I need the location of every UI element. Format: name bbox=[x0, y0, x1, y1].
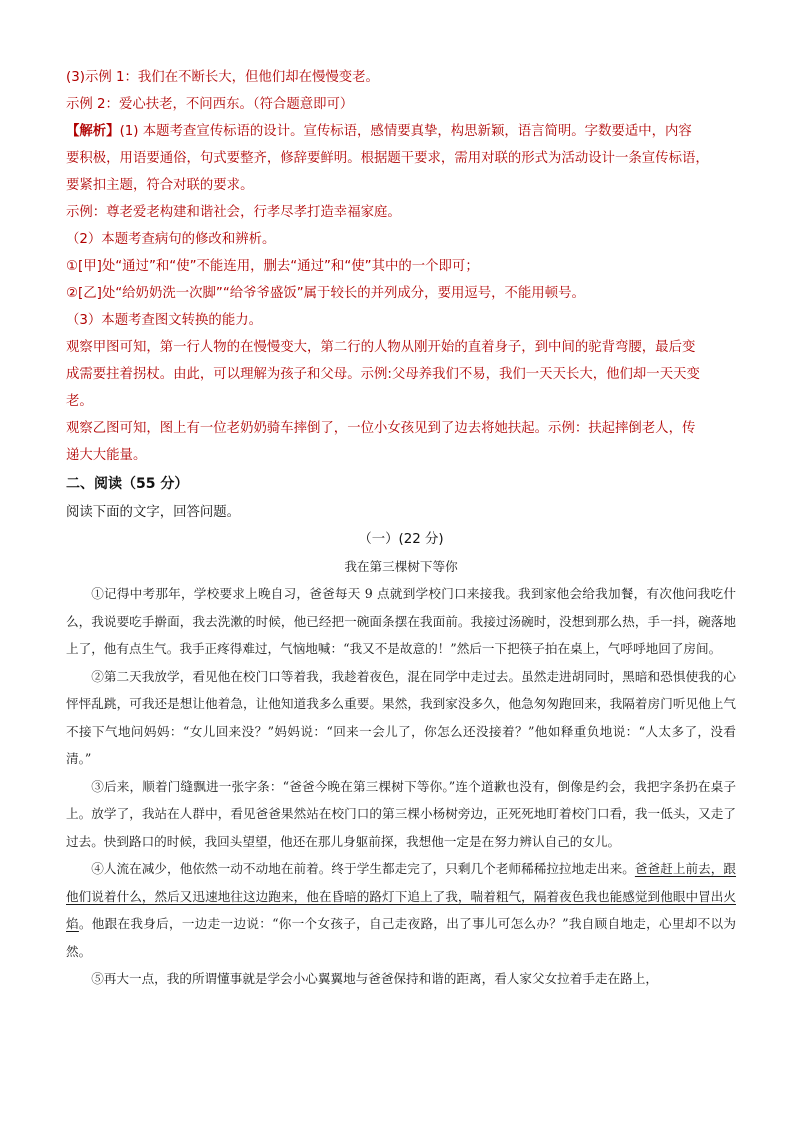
analysis-line-3: 要紧扣主题，符合对联的要求。 bbox=[66, 178, 254, 193]
analysis-line-1 bbox=[66, 118, 736, 145]
document-page bbox=[66, 64, 736, 993]
story-paragraph-2: ②第二天我放学，看见他在校门口等着我，我趁着夜色，混在同学中走过去。虽然走进胡同时，黑暗和恐惧使我的心怦怦乱跳，可我还是想让他着急，让他知道我多么重要。果然，我到家没多久，他急匆匆跑回来，我隔着房门听见他上气不接下气地问妈妈：“女儿回来没？”妈妈说：“回来一会儿了，你怎么还没接着？”他如释重负地说：“人太多了，没看清。” bbox=[66, 668, 736, 766]
analysis-text-1: (1) 本题考查宣传标语的设计。宣传标语，感情要真挚，构思新颖，语言简明。字数要适中，内容 bbox=[119, 124, 692, 139]
analysis-q2-a: ①[甲]处“通过”和“使”不能连用，删去“通过”和“使”其中的一个即可； bbox=[66, 259, 479, 274]
analysis-q3-line-5: 递大大能量。 bbox=[66, 448, 147, 463]
story-paragraph-1: ①记得中考那年，学校要求上晚自习，爸爸每天 9 点就到学校门口来接我。我到家他会给我加餐，有次他问我吃什么，我说要吃手擀面，我去洗漱的时候，他已经把一碗面条摆在我面前。我接过汤碗时，没想到那么热，手一抖，碗落地上了，他有点生气。我手正疼得难过，气恼地喊：“我又不是故意的！”然后一下把筷子拍在桌上，气呼呼地回了房间。 bbox=[66, 586, 736, 656]
analysis-q3-line-1: 观察甲图可知，第一行人物的在慢慢变大，第二行的人物从刚开始的直着身子，到中间的驼背弯腰，最后变 bbox=[66, 340, 696, 355]
analysis-tag: 【解析】 bbox=[66, 124, 120, 139]
story-paragraph-4-end: 。他跟在我身后，一边走一边说：“你一个女孩子，自己走夜路，出了事儿可怎么办？”我自顾自地走，心里却不以为然。 bbox=[66, 916, 736, 959]
analysis-example: 示例：尊老爱老构建和谐社会，行孝尽孝打造幸福家庭。 bbox=[66, 205, 401, 220]
analysis-q3-line-3: 老。 bbox=[66, 394, 93, 409]
analysis-q2: （2）本题考查病句的修改和辨析。 bbox=[66, 232, 276, 247]
story-paragraph-3: ③后来，顺着门缝飘进一张字条：“爸爸今晚在第三棵树下等你。”连个道歉也没有，倒像是约会，我把字条扔在桌子上。放学了，我站在人群中，看见爸爸果然站在校门口的第三棵小杨树旁边，正死死地盯着校门口看，我一低头，又走了过去。快到路口的时候，我回头望望，他还在那儿身躯前探，我想他一定是在努力辨认自己的女儿。 bbox=[66, 778, 736, 849]
section-instruction: 阅读下面的文字，回答问题。 bbox=[66, 505, 241, 520]
story-title: 我在第三棵树下等你 bbox=[344, 559, 458, 574]
analysis-q3: （3）本题考查图文转换的能力。 bbox=[66, 313, 262, 328]
answer-line-1: (3)示例 1：我们在不断长大，但他们却在慢慢变老。 bbox=[66, 70, 379, 85]
analysis-q2-b: ②[乙]处“给奶奶洗一次脚”“给爷爷盛饭”属于较长的并列成分，要用逗号，不能用顿号。 bbox=[66, 286, 585, 301]
story-paragraph-4-start: ④人流在减少，他依然一动不动地在前着。终于学生都走完了，只剩几个老师稀稀拉拉地走出来。 bbox=[91, 861, 635, 876]
story-paragraph-4 bbox=[66, 855, 736, 965]
analysis-q3-line-2: 成需要拄着拐杖。由此，可以理解为孩子和父母。示例:父母养我们不易，我们一天天长大，他们却一天天变 bbox=[66, 367, 700, 382]
story-underlined-sentence: 爸爸赶上前去，跟他们说着什么，然后又迅速地往这边跑来，他在昏暗的路灯下追上了我，喘着粗气，隔着夜色我也能感觉到他眼中冒出火焰 bbox=[66, 861, 737, 931]
section-heading: 二、阅读（55 分） bbox=[66, 476, 189, 492]
analysis-q3-line-4: 观察乙图可知，图上有一位老奶奶骑车摔倒了，一位小女孩见到了边去将她扶起。示例：扶起摔倒老人，传 bbox=[66, 421, 696, 436]
story-paragraph-5: ⑤再大一点，我的所谓懂事就是学会小心翼翼地与爸爸保持和谐的距离，看人家父女拉着手走在路上， bbox=[91, 971, 658, 986]
analysis-line-2: 要积极，用语要通俗，句式要整齐，修辞要鲜明。根据题干要求，需用对联的形式为活动设计一条宣传标语， bbox=[66, 151, 709, 166]
part-label: （一）(22 分) bbox=[358, 532, 444, 547]
answer-line-2: 示例 2：爱心扶老，不问西东。（符合题意即可） bbox=[66, 97, 354, 112]
